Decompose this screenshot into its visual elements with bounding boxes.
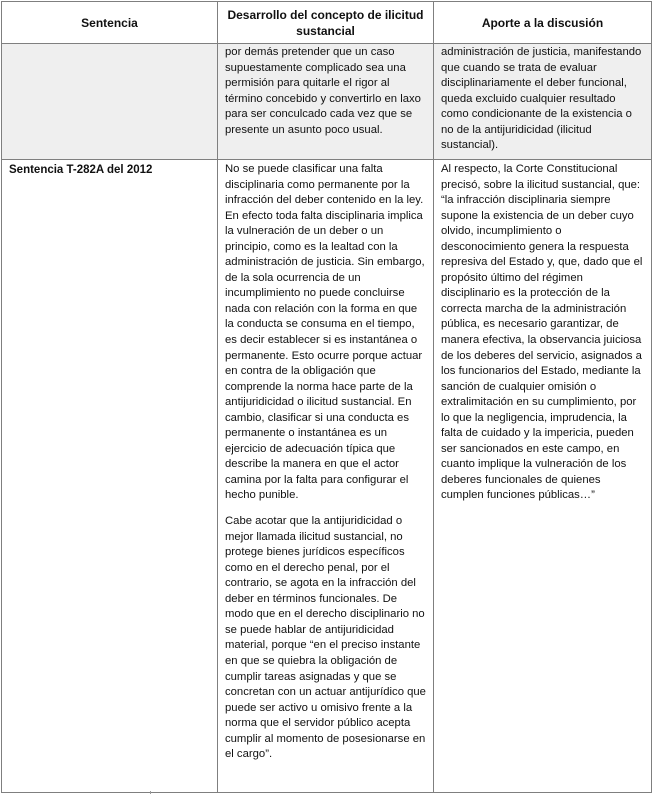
- jurisprudence-table: [1, 1, 652, 793]
- table-row-continued: [2, 44, 652, 160]
- cell-desarrollo: [218, 160, 434, 793]
- cell-aporte: [434, 160, 652, 793]
- desarrollo-paragraph-1: No se puede clasificar una falta disciplinaria como permanente por la infracción del deber contenido en la ley. En efecto toda falta disciplinaria implica la vulneración de un deber o un principio, como es la lealtad con la administración de justicia. Sin embargo, de la sola ocurrencia de un incumplimiento no puede concluirse nada con relación con la forma en que la conducta se consuma en el tiempo, es decir establecer si es instantánea o permanente. Esto ocurre porque actuar en contra de la obligación que comprende la norma hace parte de la antijuridicidad o ilicitud sustancial. En cambio, clasificar si una conducta es permanente o instantánea es un ejercicio de adecuación típica que describe la manera en que el actor camina por la falta para configurar el hecho punible.: [225, 163, 425, 502]
- desarrollo-paragraph-2: Cabe acotar que la antijuridicidad o mejor llamada ilicitud sustancial, no protege bienes jurídicos específicos como en el derecho penal, por el contrario, se agota en la infracción del deber en términos funcionales. De modo que en el derecho disciplinario no se puede hablar de antijuridicidad material, porque “en el preciso instante en que se quiebra la obligación de cumplir tareas asignadas y que se concretan con un actuar antijurídico que puede ser activo u omisivo frente a la norma que el servidor público acepta cumplir al momento de posesionarse en el cargo”.: [225, 515, 426, 761]
- header-sentencia: Sentencia: [2, 2, 218, 44]
- header-desarrollo: Desarrollo del concepto de ilicitud sustancial: [218, 2, 434, 44]
- table-row-t282a: [2, 160, 652, 793]
- cell-desarrollo-continued: [218, 44, 434, 160]
- cell-aporte-continued: [434, 44, 652, 160]
- table-header-row: [2, 2, 652, 44]
- desarrollo-continued-text: por demás pretender que un caso supuestamente complicado sea una permisión para quitarle el rigor al término concebido y convertirlo en laxo para ser conculcado cada vez que se presente un asunto poco usual.: [225, 46, 421, 136]
- aporte-continued-text: administración de justicia, manifestando que cuando se trata de evaluar disciplinariamente el deber funcional, queda excluido cualquier resultado como condicionante de la existencia o no de la antijuridicidad (ilicitud sustancial).: [441, 46, 642, 152]
- aporte-text: Al respecto, la Corte Constitucional precisó, sobre la ilicitud sustancial, que: “la infracción disciplinaria siempre supone la existencia de un deber cuyo olvido, incumplimiento o desconocimiento genera la respuesta represiva del Estado y, que, dado que el propósito último del régimen disciplinario es la protección de la correcta marcha de la administración pública, es necesario garantizar, de manera efectiva, la observancia juiciosa de los deberes del servicio, asignados a los funcionarios del Estado, mediante la sanción de cualquier omisión o extralimitación en su cumplimiento, por lo que la negligencia, imprudencia, la falta de cuidado y la impericia, pueden ser sancionados en este campo, en cuanto implique la vulneración de los deberes funcionales de quienes cumplen funciones públicas…”: [441, 163, 643, 502]
- cell-sentencia-continued: [2, 44, 218, 160]
- header-aporte: Aporte a la discusión: [434, 2, 652, 44]
- cell-sentencia-label: Sentencia T-282A del 2012: [2, 160, 218, 793]
